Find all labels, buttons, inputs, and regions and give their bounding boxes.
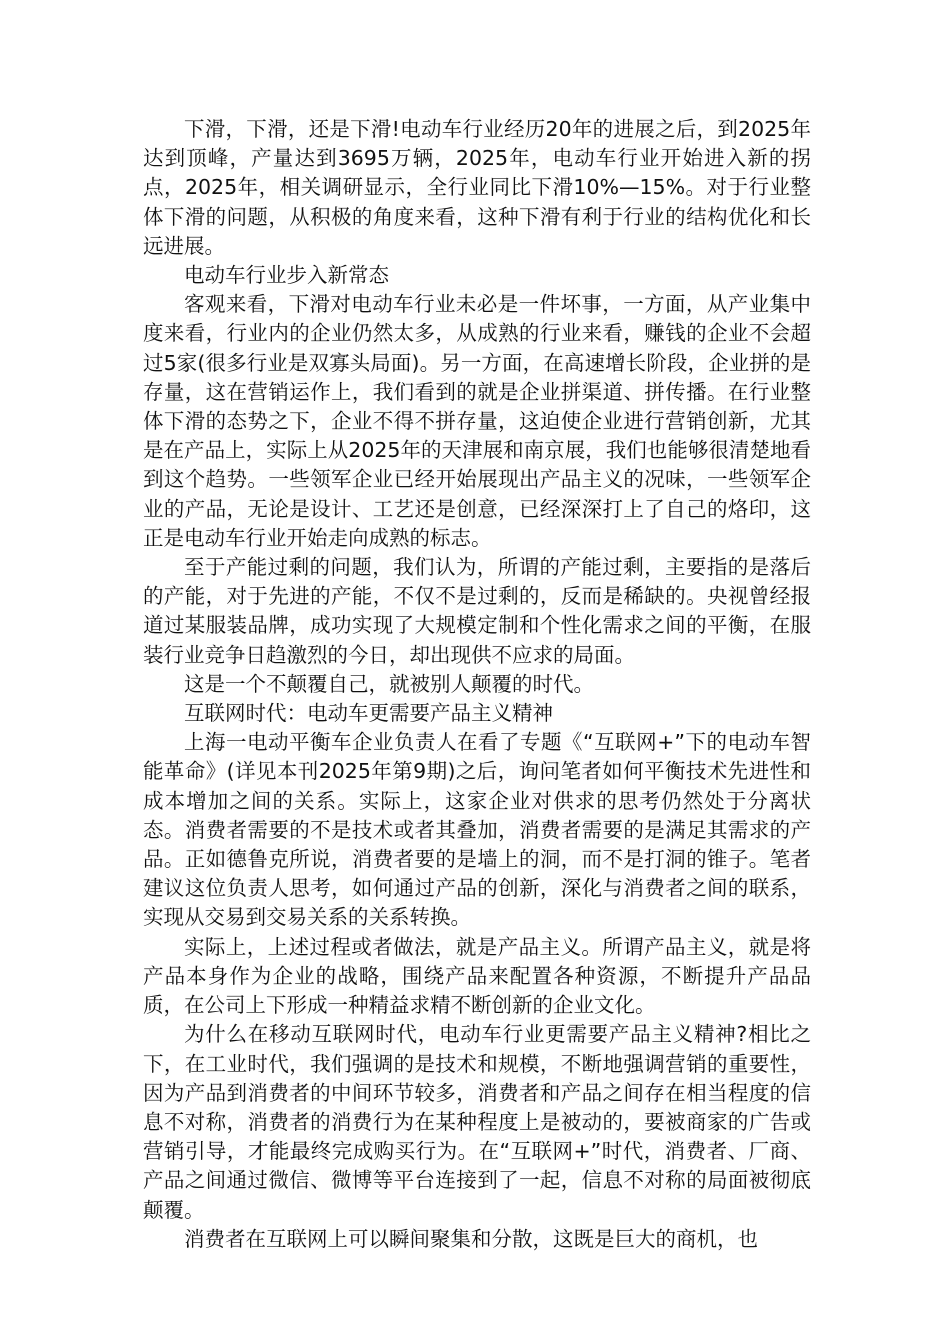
document-page [143, 115, 811, 1254]
paragraph-objective-view: 客观来看，下滑对电动车行业未必是一件坏事，一方面，从产业集中度来看，行业内的企业仍然太多，从成熟的行业来看，赚钱的企业不会超过5家(很多行业是双寡头局面)。另一方面，在高速增长阶段，企业拼的是存量，这在营销运作上，我们看到的就是企业拼渠道、拼传播。在行业整体下滑的态势之下，企业不得不拼存量，这迫使企业进行营销创新，尤其是在产品上，实际上从2025年的天津展和南京展，我们也能够很清楚地看到这个趋势。一些领军企业已经开始展现出产品主义的况味，一些领军企业的产品，无论是设计、工艺还是创意，已经深深打上了自己的烙印，这正是电动车行业开始走向成熟的标志。 [143, 292, 811, 550]
section-heading-internet-era: 互联网时代：电动车更需要产品主义精神 [184, 701, 553, 726]
paragraph-intro: 下滑，下滑，还是下滑!电动车行业经历20年的进展之后，到2025年达到顶峰，产量达到3695万辆，2025年，电动车行业开始进入新的拐点，2025年，相关调研显示，全行业同比下滑10%—15%。对于行业整体下滑的问题，从积极的角度来看，这种下滑有利于行业的结构优化和长远进展。 [143, 117, 811, 258]
paragraph-why-mobile-internet: 为什么在移动互联网时代，电动车行业更需要产品主义精神?相比之下，在工业时代，我们强调的是技术和规模，不断地强调营销的重要性，因为产品到消费者的中间环节较多，消费者和产品之间存在相当程度的信息不对称，消费者的消费行为在某种程度上是被动的，要被商家的广告或营销引导，才能最终完成购买行为。在“互联网+”时代，消费者、厂商、产品之间通过微信、微博等平台连接到了一起，信息不对称的局面被彻底颠覆。 [143, 1022, 811, 1222]
paragraph-product-doctrine: 实际上，上述过程或者做法，就是产品主义。所谓产品主义，就是将产品本身作为企业的战略，围绕产品来配置各种资源，不断提升产品品质，在公司上下形成一种精益求精不断创新的企业文化。 [143, 934, 811, 1018]
paragraph-overcapacity: 至于产能过剩的问题，我们认为，所谓的产能过剩，主要指的是落后的产能，对于先进的产能，不仅不是过剩的，反而是稀缺的。央视曾经报道过某服装品牌，成功实现了大规模定制和个性化需求之间的平衡，在服装行业竞争日趋激烈的今日，却出现供不应求的局面。 [143, 555, 811, 667]
paragraph-disruption: 这是一个不颠覆自己，就被别人颠覆的时代。 [184, 671, 594, 696]
paragraph-shanghai-company: 上海一电动平衡车企业负责人在看了专题《“互联网+”下的电动车智能革命》(详见本刊2025年第9期)之后，询问笔者如何平衡技术先进性和成本增加之间的关系。实际上，这家企业对供求的思考仍然处于分离状态。消费者需要的不是技术或者其叠加，消费者需要的是满足其需求的产品。正如德鲁克所说，消费者要的是墙上的洞，而不是打洞的锥子。笔者建议这位负责人思考，如何通过产品的创新，深化与消费者之间的联系，实现从交易到交易关系的关系转换。 [143, 730, 811, 930]
section-heading-new-normal: 电动车行业步入新常态 [184, 263, 389, 288]
paragraph-consumers-online: 消费者在互联网上可以瞬间聚集和分散，这既是巨大的商机，也 [184, 1226, 758, 1251]
